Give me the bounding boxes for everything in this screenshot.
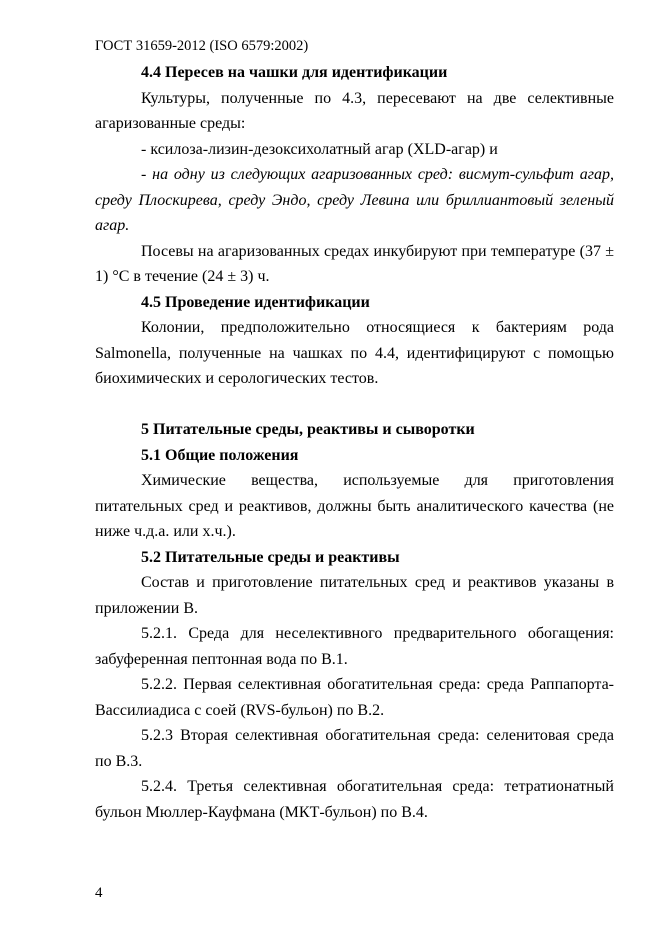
section-5-2-title: 5.2 Питательные среды и реактивы xyxy=(141,548,400,566)
section-4-5-title: 4.5 Проведение идентификации xyxy=(141,293,370,311)
section-5-2-3-paragraph: 5.2.3 Вторая селективная обогатительная среда: селенитовая среда по В.3. xyxy=(95,727,614,770)
section-4-4-paragraph-2: Посевы на агаризованных средах инкубируют при температуре (37 ± 1) °С в течение (24 ± 3) ч. xyxy=(95,242,614,285)
section-4-4-list-item-1: - ксилоза-лизин-дезоксихолатный агар (XLD-агар) и xyxy=(141,140,498,158)
section-5-1-paragraph-1: Химические вещества, используемые для приготовления питательных сред и реактивов, должны быть аналитического качества (не ниже ч.д.а. или х.ч.). xyxy=(95,472,614,540)
section-5-2-paragraph-1: Состав и приготовление питательных сред и реактивов указаны в приложении В. xyxy=(95,574,614,617)
section-4-4-paragraph-1: Культуры, полученные по 4.3, пересевают на две селективные агаризованные среды: xyxy=(95,89,614,132)
section-5-2-1-paragraph: 5.2.1. Среда для неселективного предварительного обогащения: забуференная пептонная вода по В.1. xyxy=(95,625,614,668)
document-header: ГОСТ 31659-2012 (ISO 6579:2002) xyxy=(95,38,309,54)
section-5-title: 5 Питательные среды, реактивы и сыворотки xyxy=(141,421,475,438)
section-5-2-2-paragraph: 5.2.2. Первая селективная обогатительная среда: среда Раппапорта-Вассилиадиса с соей (RVS-бульон) по В.2. xyxy=(95,676,614,719)
section-4-4-list-item-2: - на одну из следующих агаризованных сред: висмут-сульфит агар, среду Плоскирева, среду Эндо, среду Левина или бриллиантовый зеленый агар. xyxy=(95,166,614,234)
document-body xyxy=(95,60,614,825)
section-4-4-title: 4.4 Пересев на чашки для идентификации xyxy=(141,64,448,81)
section-5-1-title: 5.1 Общие положения xyxy=(141,446,299,464)
section-5-2-4-paragraph: 5.2.4. Третья селективная обогатительная среда: тетратионатный бульон Мюллер-Кауфмана (МКТ-бульон) по В.4. xyxy=(95,778,614,821)
section-4-5-paragraph-1: Колонии, предположительно относящиеся к бактериям рода Salmonella, полученные на чашках по 4.4, идентифицируют с помощью биохимических и серологических тестов. xyxy=(95,319,614,387)
page-number: 4 xyxy=(95,885,103,901)
section-spacer xyxy=(95,392,614,418)
